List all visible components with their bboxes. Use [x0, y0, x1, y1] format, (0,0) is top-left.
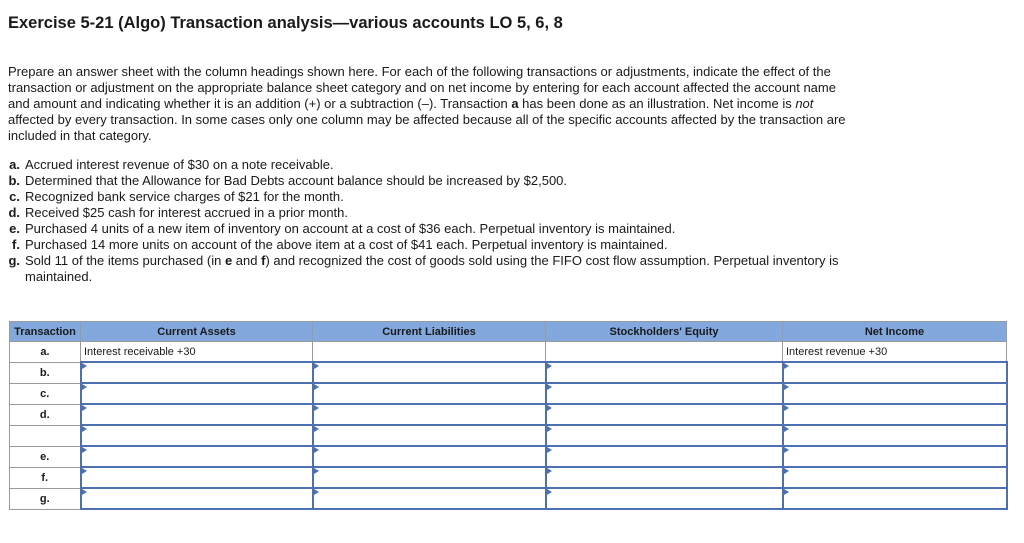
table-row [10, 488, 1007, 509]
item-text: Received $25 cash for interest accrued in a prior month. [25, 205, 349, 220]
item-letter: e. [9, 221, 20, 236]
row-label: g. [10, 488, 81, 509]
item-letter: f. [12, 237, 20, 252]
row-label [10, 425, 81, 446]
net-income-input[interactable] [783, 404, 1007, 425]
item-text: Recognized bank service charges of $21 for the month. [25, 189, 344, 204]
item-letter: b. [8, 173, 20, 188]
list-item [8, 189, 848, 205]
page-title: Exercise 5-21 (Algo) Transaction analysis—various accounts LO 5, 6, 8 [8, 14, 563, 32]
current-assets-input[interactable] [81, 362, 313, 383]
current-assets-input[interactable] [81, 488, 313, 509]
table-row [10, 425, 1007, 446]
current-liabilities-input[interactable] [313, 446, 546, 467]
net-income-cell: Interest revenue +30 [783, 342, 1007, 363]
text: and [232, 253, 262, 268]
item-letter: g. [8, 253, 20, 268]
text: Sold 11 of the items purchased (in [25, 253, 225, 268]
net-income-input[interactable] [783, 425, 1007, 446]
header-current-assets: Current Assets [81, 322, 313, 342]
list-item [8, 173, 848, 189]
list-item [8, 237, 848, 253]
item-text: Accrued interest revenue of $30 on a note receivable. [25, 157, 334, 172]
header-net-income: Net Income [783, 322, 1007, 342]
stockholders-equity-input[interactable] [546, 362, 783, 383]
row-label: b. [10, 362, 81, 383]
instructions-text: has been done as an illustration. Net income is [518, 96, 796, 111]
stockholders-equity-input[interactable] [546, 488, 783, 509]
current-liabilities-cell [313, 342, 546, 363]
item-letter: a. [9, 157, 20, 172]
stockholders-equity-input[interactable] [546, 404, 783, 425]
stockholders-equity-cell [546, 342, 783, 363]
current-liabilities-input[interactable] [313, 425, 546, 446]
item-text: Determined that the Allowance for Bad Debts account balance should be increased by $2,500. [25, 173, 568, 188]
stockholders-equity-input[interactable] [546, 467, 783, 488]
list-item [8, 157, 848, 173]
header-transaction: Transaction [10, 322, 81, 342]
current-assets-input[interactable] [81, 404, 313, 425]
instructions-text: affected by every transaction. In some cases only one column may be affected because all of the specific accounts affected by the transaction are included in that category. [8, 112, 846, 143]
row-label: a. [10, 342, 81, 363]
net-income-input[interactable] [783, 467, 1007, 488]
item-letter: d. [8, 205, 20, 220]
stockholders-equity-input[interactable] [546, 425, 783, 446]
item-text: Purchased 14 more units on account of the above item at a cost of $41 each. Perpetual inventory is maintained. [25, 237, 668, 252]
current-liabilities-input[interactable] [313, 488, 546, 509]
item-text [25, 253, 848, 285]
instructions-italic: not [795, 96, 814, 111]
list-item [8, 253, 848, 285]
row-label: c. [10, 383, 81, 404]
row-label: d. [10, 404, 81, 425]
current-assets-input[interactable] [81, 425, 313, 446]
current-assets-input[interactable] [81, 467, 313, 488]
net-income-input[interactable] [783, 446, 1007, 467]
table-row [10, 383, 1007, 404]
instructions [8, 64, 848, 144]
stockholders-equity-input[interactable] [546, 383, 783, 404]
current-liabilities-input[interactable] [313, 404, 546, 425]
bold: e [224, 253, 233, 268]
instructions-text: Prepare an answer sheet with the column headings shown here. For each of the following transactions or adjustments, indicate the effect of the transaction or adjustment on the appropriate balance sheet category and on net income by entering for each account affected the account name and amount and indicating whether it is an addition (+) or a subtraction (–). Transaction [8, 64, 836, 111]
header-stockholders-equity: Stockholders' Equity [546, 322, 783, 342]
item-text: Purchased 4 units of a new item of inventory on account at a cost of $36 each. Perpetual inventory is maintained. [25, 221, 676, 236]
table-row [10, 342, 1007, 363]
text: ) and recognized the cost of goods sold using the FIFO cost flow assumption. Perpetual inventory is maintained. [25, 253, 839, 284]
bold: f [261, 253, 266, 268]
table-row [10, 467, 1007, 488]
current-liabilities-input[interactable] [313, 362, 546, 383]
answer-table [9, 321, 1008, 510]
list-item [8, 221, 848, 237]
header-current-liabilities: Current Liabilities [313, 322, 546, 342]
stockholders-equity-input[interactable] [546, 446, 783, 467]
row-label: e. [10, 446, 81, 467]
table-row [10, 404, 1007, 425]
item-letter: c. [9, 189, 20, 204]
current-assets-input[interactable] [81, 383, 313, 404]
current-assets-input[interactable] [81, 446, 313, 467]
current-liabilities-input[interactable] [313, 383, 546, 404]
net-income-input[interactable] [783, 488, 1007, 509]
net-income-input[interactable] [783, 362, 1007, 383]
current-assets-cell: Interest receivable +30 [81, 342, 313, 363]
instructions-bold: a [511, 96, 519, 111]
current-liabilities-input[interactable] [313, 467, 546, 488]
list-item [8, 205, 848, 221]
net-income-input[interactable] [783, 383, 1007, 404]
transaction-list [8, 157, 848, 285]
row-label: f. [10, 467, 81, 488]
table-row [10, 362, 1007, 383]
table-row [10, 446, 1007, 467]
